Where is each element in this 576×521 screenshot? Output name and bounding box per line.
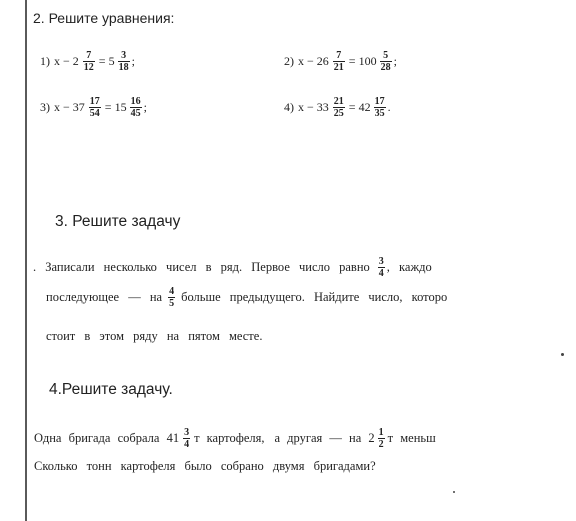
equation-label: 3) — [40, 100, 50, 114]
equation-end: ; — [131, 54, 135, 68]
equation-end: . — [387, 100, 391, 114]
equation-label: 1) — [40, 54, 50, 68]
denominator: 45 — [130, 108, 141, 119]
problem-text: последующее — на — [46, 290, 163, 304]
numerator: 21 — [333, 96, 344, 107]
equals-sign: = — [104, 100, 112, 114]
equation-1 — [38, 50, 135, 73]
problem-text: т меньш — [387, 431, 436, 445]
fraction — [378, 256, 385, 279]
problem-text: а другая — на 2 — [274, 431, 375, 445]
equation-lhs: x − 37 — [54, 100, 85, 114]
denominator: 5 — [169, 298, 175, 309]
left-border — [25, 0, 27, 521]
problem-text: , каждо — [386, 260, 432, 274]
equals-sign: = — [98, 54, 106, 68]
denominator: 54 — [89, 108, 100, 119]
numerator: 7 — [86, 50, 92, 61]
fraction — [183, 427, 190, 450]
denominator: 35 — [374, 108, 385, 119]
equation-3 — [38, 96, 147, 119]
numerator: 3 — [184, 427, 190, 438]
equation-lhs: x − 2 — [54, 54, 79, 68]
equation-rhs: 100 — [358, 54, 377, 68]
fraction — [378, 427, 385, 450]
problem-4-line-2: Сколько тонн картофеля было собрано двумя бригадами? — [34, 459, 376, 473]
numerator: 3 — [378, 256, 384, 267]
problem-4-line-1 — [34, 427, 436, 450]
denominator: 4 — [184, 439, 190, 450]
equation-4 — [282, 96, 391, 119]
equation-end: ; — [393, 54, 397, 68]
fraction — [374, 96, 386, 119]
numerator: 17 — [89, 96, 100, 107]
numerator: 4 — [169, 286, 175, 297]
equals-sign: = — [348, 100, 356, 114]
fraction — [168, 286, 175, 309]
fraction — [89, 96, 101, 119]
denominator: 28 — [380, 62, 391, 73]
problem-text: Одна бригада собрала 41 — [34, 431, 180, 445]
equation-2 — [282, 50, 397, 73]
denominator: 25 — [333, 108, 344, 119]
numerator: 7 — [336, 50, 342, 61]
equation-rhs: 15 — [114, 100, 127, 114]
problem-3-line-3: стоит в этом ряду на пятом месте. — [46, 329, 263, 343]
section-2-title: 2. Решите уравнения: — [33, 10, 175, 26]
equation-end: ; — [143, 100, 147, 114]
problem-3-line-1 — [33, 256, 432, 279]
fraction — [380, 50, 392, 73]
fraction — [83, 50, 95, 73]
denominator: 18 — [118, 62, 129, 73]
problem-3-line-2 — [46, 286, 447, 309]
denominator: 12 — [83, 62, 94, 73]
numerator: 1 — [378, 427, 384, 438]
numerator: 5 — [383, 50, 389, 61]
problem-text: больше предыдущего. Найдите число, которо — [181, 290, 448, 304]
numerator: 3 — [121, 50, 127, 61]
fraction — [118, 50, 130, 73]
numerator: 16 — [130, 96, 141, 107]
fraction — [130, 96, 142, 119]
fraction — [333, 50, 345, 73]
equation-lhs: x − 33 — [298, 100, 329, 114]
equation-rhs: 5 — [108, 54, 115, 68]
equation-label: 2) — [284, 54, 294, 68]
denominator: 21 — [333, 62, 344, 73]
equals-sign: = — [348, 54, 356, 68]
section-4-title: 4.Решите задачу. — [49, 381, 173, 398]
equation-lhs: x − 26 — [298, 54, 329, 68]
equation-label: 4) — [284, 100, 294, 114]
numerator: 17 — [374, 96, 385, 107]
denominator: 2 — [378, 439, 384, 450]
problem-text: т картофеля, — [194, 431, 265, 445]
fraction — [333, 96, 345, 119]
denominator: 4 — [378, 268, 384, 279]
section-3-title: 3. Решите задачу — [55, 213, 181, 230]
speck-mark — [453, 491, 455, 493]
problem-text: . Записали несколько чисел в ряд. Первое число равно — [33, 260, 370, 274]
equation-rhs: 42 — [358, 100, 371, 114]
speck-mark — [561, 353, 564, 356]
